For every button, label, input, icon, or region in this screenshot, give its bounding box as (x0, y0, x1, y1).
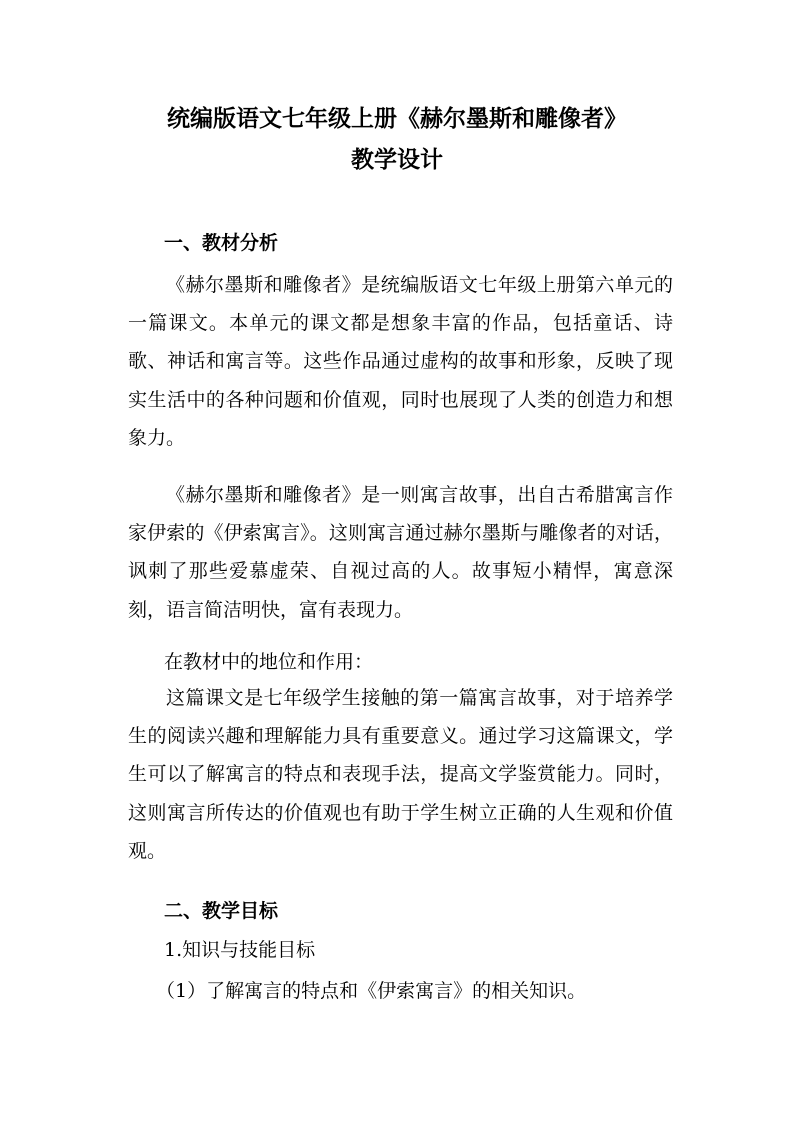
goal-item-knowledge-skills: 1.知识与技能目标 (164, 939, 316, 961)
paragraph-fable-intro: 《赫尔墨斯和雕像者》是一则寓言故事，出自古希腊寓言作家伊索的《伊索寓言》。这则寓言通过赫尔墨斯与雕像者的对话，讽刺了那些爱慕虚荣、自视过高的人。故事短小精悍，寓意深刻，语言简洁明快，富有表现力。 (128, 484, 673, 621)
section-heading-textbook-analysis: 一、教材分析 (164, 232, 279, 254)
document-subtitle: 教学设计 (351, 147, 443, 173)
paragraph-unit-overview: 《赫尔墨斯和雕像者》是统编版语文七年级上册第六单元的一篇课文。本单元的课文都是想象丰富的作品，包括童话、诗歌、神话和寓言等。这些作品通过虚构的故事和形象，反映了现实生活中的各种问题和价值观，同时也展现了人类的创造力和想象力。 (128, 274, 673, 449)
paragraph-role-description: 这篇课文是七年级学生接触的第一篇寓言故事，对于培养学生的阅读兴趣和理解能力具有重要意义。通过学习这篇课文，学生可以了解寓言的特点和表现手法，提高文学鉴赏能力。同时，这则寓言所传达的价值观也有助于学生树立正确的人生观和价值观。 (128, 687, 673, 862)
document-title: 统编版语文七年级上册《赫尔墨斯和雕像者》 (167, 106, 627, 132)
section-heading-teaching-goals: 二、教学目标 (164, 900, 279, 922)
goal-subitem-1: （1）了解寓言的特点和《伊索寓言》的相关知识。 (156, 980, 587, 1002)
paragraph-role-label: 在教材中的地位和作用： (164, 651, 374, 673)
